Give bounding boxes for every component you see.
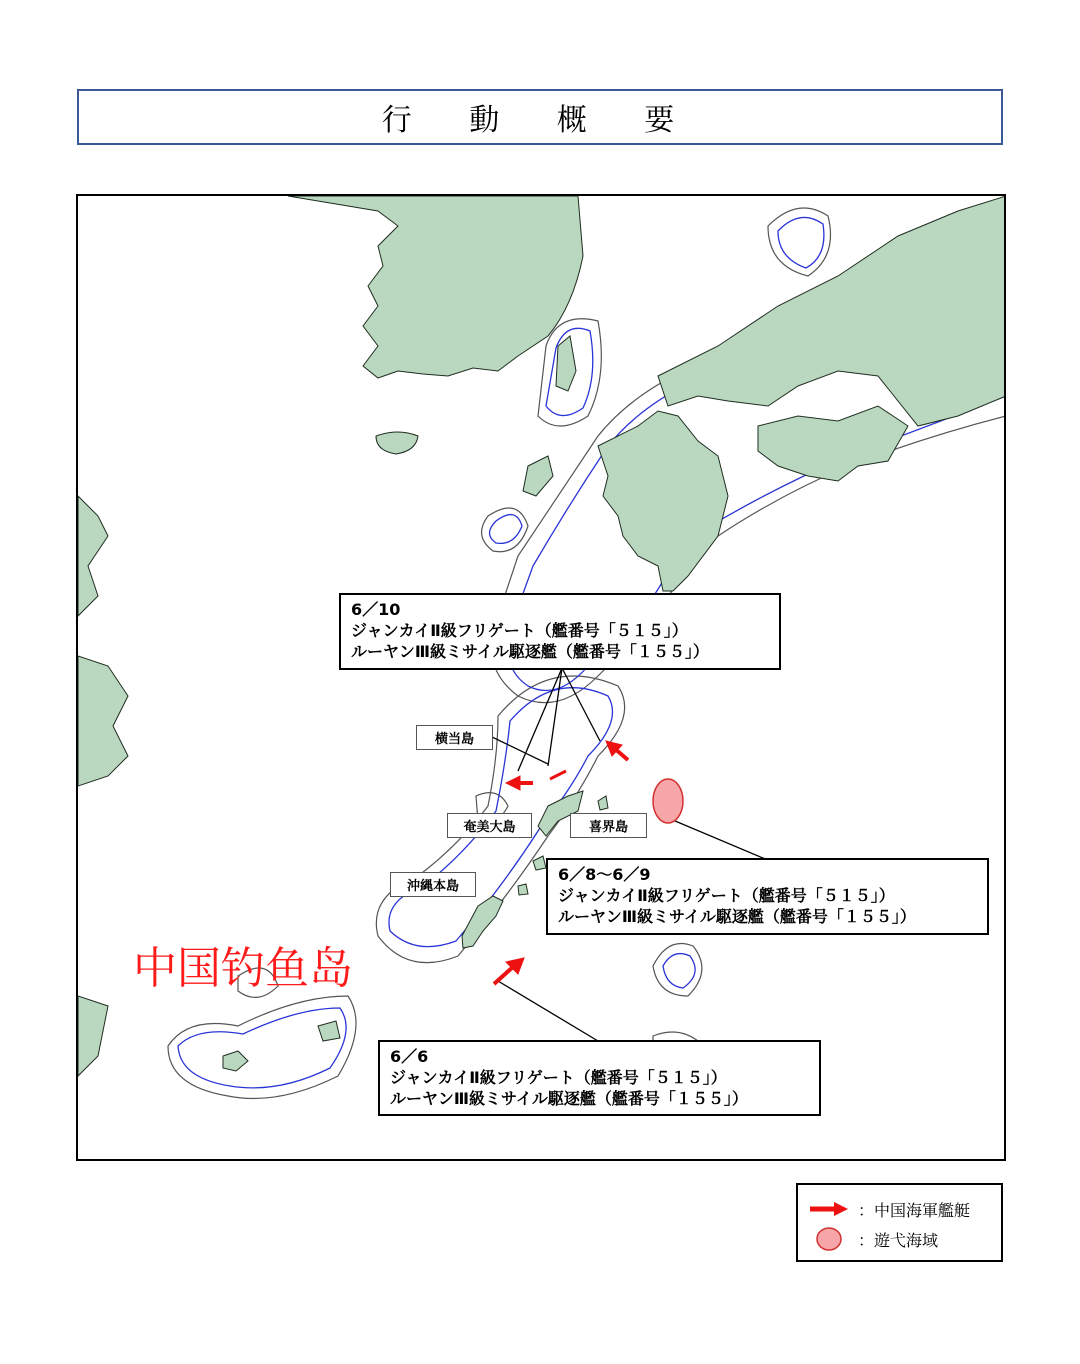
loitering-zone — [653, 779, 683, 823]
event-line-1: ジャンカイⅡ級フリゲート（艦番号「５１５」） — [558, 886, 895, 905]
red-arrow-icon — [808, 1197, 850, 1221]
event-line-1: ジャンカイⅡ級フリゲート（艦番号「５１５」） — [390, 1068, 727, 1087]
page-title: 行 動 概 要 — [77, 89, 1003, 145]
event-box-0610 — [339, 593, 781, 670]
okinoerabu — [518, 884, 528, 895]
map-frame — [76, 194, 1006, 1161]
ship-arrow-west — [506, 776, 533, 790]
label-okinawa: 沖縄本島 — [390, 872, 476, 897]
tokunoshima — [533, 856, 546, 870]
kyushu — [598, 411, 728, 591]
jeju — [376, 432, 418, 454]
event-line-2: ルーヤンⅢ級ミサイル駆逐艦（艦番号「１５５」） — [558, 907, 916, 926]
shikoku — [758, 406, 908, 481]
label-yokoate: 横当島 — [416, 725, 493, 750]
connector-lines — [490, 668, 770, 1044]
iki-goto — [523, 456, 553, 496]
event-line-2: ルーヤンⅢ級ミサイル駆逐艦（艦番号「１５５」） — [390, 1089, 748, 1108]
event-date: 6／8～6／9 — [558, 865, 651, 884]
ship-arrow-nw — [606, 741, 628, 760]
event-box-0608 — [546, 858, 989, 935]
ship-arrow-small — [550, 771, 566, 779]
event-box-0606 — [378, 1040, 821, 1116]
overlay-caption: 中国钓鱼岛 — [133, 943, 353, 994]
label-amami: 奄美大島 — [447, 813, 532, 838]
china-coast — [78, 496, 128, 1076]
legend-ship — [808, 1197, 970, 1221]
korea-peninsula — [288, 196, 583, 378]
event-line-1: ジャンカイⅡ級フリゲート（艦番号「５１５」） — [351, 621, 688, 640]
okinawa-island — [462, 896, 503, 948]
ship-arrow-ne — [494, 958, 524, 984]
legend — [796, 1183, 1003, 1262]
label-kikai: 喜界島 — [570, 813, 647, 838]
map-canvas — [78, 196, 1006, 1161]
legend-zone — [808, 1227, 938, 1251]
tsushima — [556, 336, 576, 391]
kikai-island — [598, 796, 608, 810]
event-date: 6／10 — [351, 600, 401, 619]
event-line-2: ルーヤンⅢ級ミサイル駆逐艦（艦番号「１５５」） — [351, 642, 709, 661]
sakishima — [223, 1021, 340, 1071]
pink-ellipse-icon — [808, 1227, 850, 1251]
honshu-west — [658, 196, 1006, 426]
event-date: 6／6 — [390, 1047, 429, 1066]
legend-ship-label: ：中国海軍艦艇 — [858, 1200, 971, 1220]
legend-zone-label: ：遊弋海域 — [858, 1230, 939, 1250]
